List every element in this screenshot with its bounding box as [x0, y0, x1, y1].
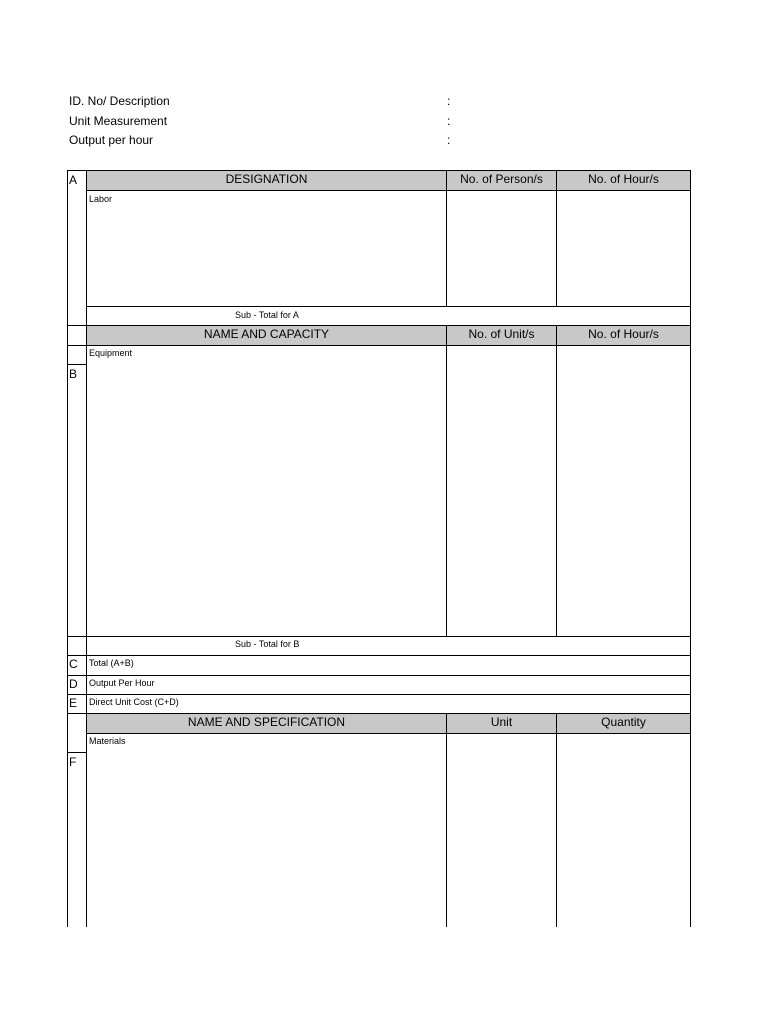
- section-c-letter: C: [69, 657, 78, 671]
- output-per-hour-colon: :: [447, 133, 451, 147]
- section-b-col-name-capacity: NAME AND CAPACITY: [203, 327, 330, 341]
- section-f-col-sep-2: [556, 713, 557, 927]
- line-f-letter-split: [67, 752, 87, 753]
- section-a-col-persons: No. of Person/s: [460, 172, 543, 186]
- section-a-letter: A: [69, 173, 78, 187]
- output-per-hour-label: Output per hour: [69, 133, 154, 147]
- subtotal-b-label: Sub - Total for B: [235, 639, 300, 649]
- line-a-header-bottom: [87, 190, 691, 191]
- line-a-subtotal-top: [87, 306, 691, 307]
- section-f-col-unit: Unit: [490, 715, 513, 729]
- line-b-subtotal-top: [67, 636, 691, 637]
- subtotal-a-label: Sub - Total for A: [235, 310, 299, 320]
- section-f-col-name-spec: NAME AND SPECIFICATION: [187, 715, 346, 729]
- output-per-hour-row-label: Output Per Hour: [89, 678, 155, 688]
- section-f-letter: F: [69, 755, 77, 769]
- section-a-col-designation: DESIGNATION: [225, 172, 308, 186]
- line-d-top: [67, 675, 691, 676]
- materials-label: Materials: [89, 736, 126, 746]
- section-b-col-hours: No. of Hour/s: [588, 327, 659, 341]
- direct-unit-cost-label: Direct Unit Cost (C+D): [89, 697, 179, 707]
- letter-column-border: [86, 170, 87, 927]
- section-b-col-units: No. of Unit/s: [468, 327, 535, 341]
- line-b-letter-split: [67, 364, 87, 365]
- section-f-col-sep-1: [446, 713, 447, 927]
- section-b-letter: B: [69, 367, 78, 381]
- section-d-letter: D: [69, 677, 78, 691]
- id-description-colon: :: [447, 94, 451, 108]
- line-b-header-bottom: [67, 345, 691, 346]
- table-right-border: [690, 170, 691, 927]
- section-b-col-sep-1: [446, 325, 447, 636]
- labor-label: Labor: [89, 194, 113, 204]
- id-description-label: ID. No/ Description: [69, 94, 170, 108]
- section-e-letter: E: [69, 696, 78, 710]
- equipment-label: Equipment: [89, 348, 133, 358]
- unit-measurement-label: Unit Measurement: [69, 114, 168, 128]
- unit-measurement-colon: :: [447, 114, 451, 128]
- table-left-border: [67, 170, 68, 927]
- section-a-col-hours: No. of Hour/s: [588, 172, 659, 186]
- line-e-top: [67, 694, 691, 695]
- total-ab-label: Total (A+B): [89, 658, 134, 668]
- line-f-header-bottom: [87, 733, 691, 734]
- section-b-col-sep-2: [556, 325, 557, 636]
- section-f-col-quantity: Quantity: [601, 715, 646, 729]
- line-c-top: [67, 655, 691, 656]
